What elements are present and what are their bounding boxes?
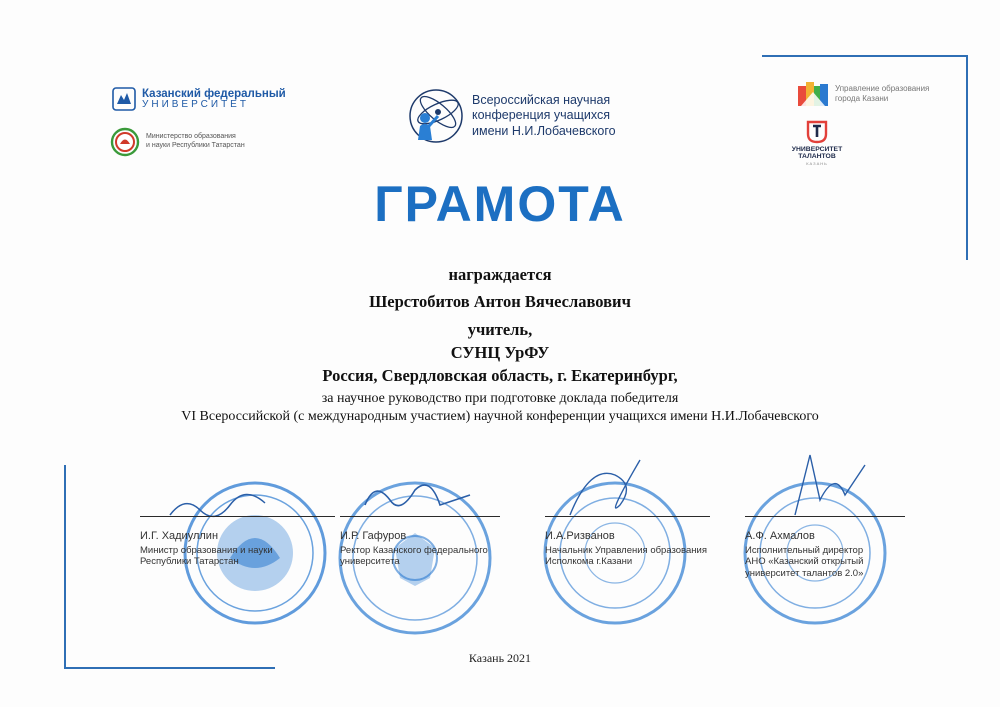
conference-name-line1: Всероссийская научная bbox=[472, 92, 611, 107]
conference-atom-icon bbox=[408, 88, 464, 144]
signatory-role-line1: Начальник Управления образования bbox=[545, 545, 707, 556]
talents-university-line1: УНИВЕРСИТЕТ bbox=[791, 146, 843, 153]
signature-scribble-2 bbox=[360, 475, 480, 520]
conference-name-line2: конференция учащихся bbox=[472, 108, 611, 123]
talents-university-icon bbox=[806, 120, 828, 144]
signatory-role-line1: Министр образования и науки bbox=[140, 545, 273, 556]
recipient-location: Россия, Свердловская область, г. Екатеринбург, bbox=[322, 366, 678, 385]
ministry-emblem-icon bbox=[110, 127, 140, 157]
signature-line-4 bbox=[745, 516, 905, 517]
certificate-title: ГРАМОТА bbox=[374, 176, 626, 232]
education-department-line1: Управление образования bbox=[835, 84, 930, 94]
signature-scribble-3 bbox=[560, 455, 650, 525]
signatory-role-line2: Республики Татарстан bbox=[140, 556, 239, 568]
signatory-role-line1: Ректор Казанского федерального bbox=[340, 545, 488, 556]
signature-line-2 bbox=[340, 516, 500, 517]
recipient-organization: СУНЦ УрФУ bbox=[450, 343, 550, 362]
kfu-name-line1: Казанский федеральный bbox=[142, 87, 286, 100]
signatory-role-line2: АНО «Казанский открытый bbox=[745, 556, 864, 568]
city-year: Казань 2021 bbox=[468, 651, 532, 665]
conference-logo bbox=[408, 88, 616, 144]
signature-block-2 bbox=[340, 530, 488, 568]
signatory-name: А.Ф. Ахмалов bbox=[745, 530, 815, 542]
award-reason: за научное руководство при подготовке доклада победителя bbox=[321, 391, 679, 406]
signature-block-1 bbox=[140, 530, 273, 568]
education-department-logo bbox=[797, 80, 929, 108]
kfu-name-line2: УНИВЕРСИТЕТ bbox=[142, 98, 249, 110]
conference-name-line3: имени Н.И.Лобачевского bbox=[472, 123, 616, 138]
signatory-role-line2: Исполкома г.Казани bbox=[545, 556, 633, 568]
signatory-role-line2: университета bbox=[340, 556, 400, 568]
signatory-name: И.Г. Хадиуллин bbox=[140, 530, 219, 542]
ministry-name-line1: Министерство образования bbox=[146, 133, 236, 141]
signature-block-3 bbox=[545, 530, 707, 568]
talents-university-logo bbox=[785, 120, 849, 166]
kfu-logo bbox=[112, 87, 286, 111]
ministry-name-line2: и науки Республики Татарстан bbox=[146, 142, 245, 149]
education-department-icon bbox=[797, 80, 829, 108]
talents-university-line2: ТАЛАНТОВ bbox=[798, 153, 836, 161]
recipient-name: Шерстобитов Антон Вячеславович bbox=[369, 292, 631, 311]
talents-university-line3: КАЗАНЬ bbox=[806, 160, 828, 166]
award-event: VI Всероссийской (с международным участием) научной конференции учащихся имени Н.И.Лобачевского bbox=[181, 409, 819, 424]
ministry-logo bbox=[110, 127, 266, 157]
kfu-emblem-icon bbox=[112, 87, 136, 111]
recipient-position: учитель, bbox=[467, 320, 533, 339]
signatory-name: И.А.Ризванов bbox=[545, 530, 615, 542]
awarded-label: награждается bbox=[448, 265, 552, 284]
education-department-line2: города Казани bbox=[835, 94, 889, 103]
signature-line-3 bbox=[545, 516, 710, 517]
signatory-role-line3: университет талантов 2.0» bbox=[745, 567, 864, 579]
signatory-role-line1: Исполнительный директор bbox=[745, 545, 864, 556]
signatory-name: И.Р. Гафуров bbox=[340, 530, 407, 542]
signature-scribble-1 bbox=[165, 485, 275, 525]
signature-scribble-4 bbox=[785, 450, 875, 520]
signature-line-1 bbox=[140, 516, 335, 517]
signature-block-4 bbox=[745, 530, 863, 579]
